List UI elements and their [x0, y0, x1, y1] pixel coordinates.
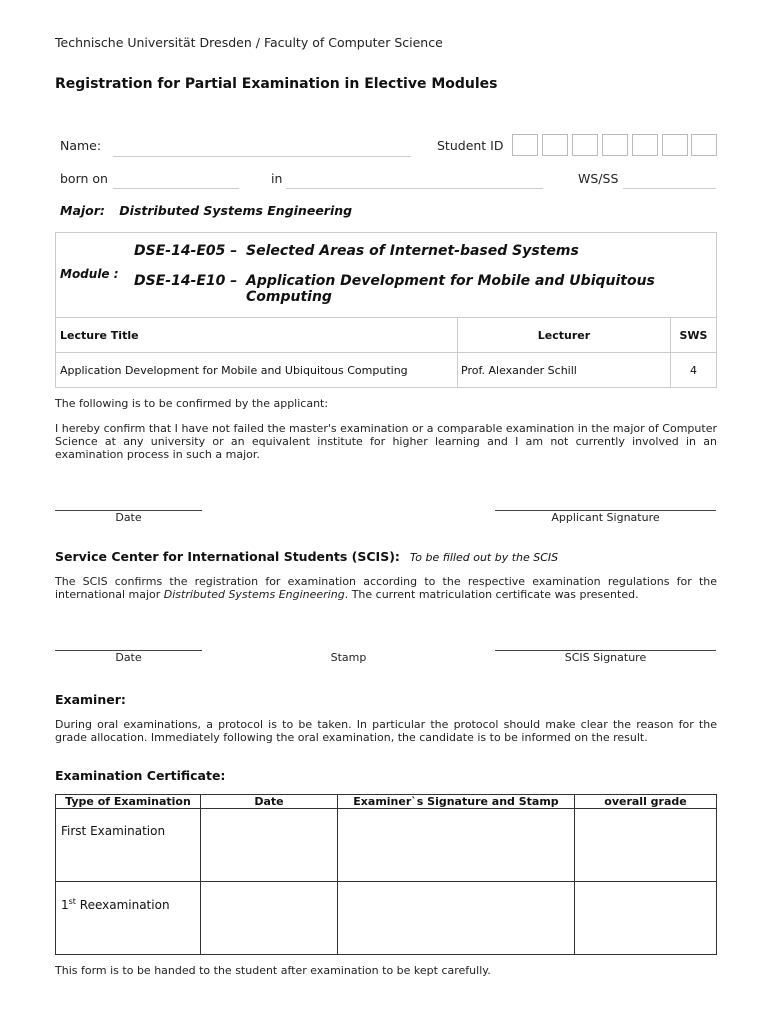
reexam-signature-cell[interactable]	[338, 882, 575, 955]
module-code: DSE-14-E05 –	[134, 243, 238, 259]
lecturer-cell: Prof. Alexander Schill	[458, 353, 671, 388]
first-exam-signature-cell[interactable]	[338, 809, 575, 882]
university-header: Technische Universität Dresden / Faculty of Computer Science	[55, 35, 443, 50]
applicant-signature-label: Applicant Signature	[551, 511, 660, 524]
student-id-label: Student ID	[437, 138, 504, 153]
column-header-lecturer: Lecturer	[458, 318, 671, 353]
lecture-title-cell: Application Development for Mobile and Ubiquitous Computing	[56, 353, 458, 388]
scis-text-major: Distributed Systems Engineering	[163, 588, 345, 601]
reexam-grade-cell[interactable]	[575, 882, 717, 955]
name-field[interactable]	[113, 156, 411, 157]
examiner-heading: Examiner:	[55, 692, 126, 707]
first-exam-date-cell[interactable]	[201, 809, 338, 882]
first-exam-grade-cell[interactable]	[575, 809, 717, 882]
applicant-intro: The following is to be confirmed by the applicant:	[55, 397, 329, 410]
major-label: Major:	[60, 203, 105, 218]
applicant-date-label: Date	[115, 511, 142, 524]
scis-heading-line	[55, 549, 558, 564]
column-header-grade: overall grade	[575, 795, 717, 809]
student-id-box[interactable]	[662, 134, 688, 156]
student-id-box[interactable]	[632, 134, 658, 156]
student-id-box[interactable]	[602, 134, 628, 156]
reexam-cell	[56, 882, 201, 955]
scis-heading: Service Center for International Students (SCIS):	[55, 549, 400, 564]
reexam-date-cell[interactable]	[201, 882, 338, 955]
column-header-examiner: Examiner`s Signature and Stamp	[338, 795, 575, 809]
born-on-label: born on	[60, 171, 108, 186]
birthplace-label: in	[271, 171, 283, 186]
column-header-sws: SWS	[671, 318, 717, 353]
column-header-date: Date	[201, 795, 338, 809]
birthplace-field[interactable]	[286, 188, 543, 189]
scis-text-end: . The current matriculation certificate was presented.	[344, 588, 639, 601]
reexam-ordinal: st	[68, 897, 76, 906]
page-title: Registration for Partial Examination in Elective Modules	[55, 76, 498, 92]
student-id-box[interactable]	[512, 134, 538, 156]
semester-label: WS/SS	[578, 171, 619, 186]
student-id-box[interactable]	[691, 134, 717, 156]
scis-signature-label: SCIS Signature	[564, 651, 647, 664]
first-exam-label: First Examination	[61, 824, 166, 838]
scis-note: To be filled out by the SCIS	[409, 551, 559, 564]
module-line-2	[134, 273, 704, 305]
reexam-label	[57, 883, 199, 912]
module-label: Module :	[60, 267, 119, 281]
sws-cell: 4	[671, 353, 717, 388]
scis-text-start: The SCIS confirms the registration for examination according to the respective examination regulations for the international major	[55, 575, 717, 601]
certificate-table	[55, 794, 717, 955]
reexam-text: Reexamination	[75, 898, 170, 912]
reexam-number: 1	[61, 898, 69, 912]
stamp-label: Stamp	[330, 651, 367, 664]
semester-field[interactable]	[623, 188, 716, 189]
examiner-text: During oral examinations, a protocol is to be taken. In particular the protocol should make clear the reason for the grade allocation. Immediately following the oral examination, the candidate is to be informed on the result.	[55, 718, 717, 744]
module-name: Application Development for Mobile and Ubiquitous Computing	[246, 273, 655, 305]
name-label: Name:	[60, 138, 102, 153]
scis-text	[55, 575, 717, 601]
scis-date-label: Date	[115, 651, 142, 664]
module-name: Selected Areas of Internet-based Systems	[246, 243, 579, 259]
major-value: Distributed Systems Engineering	[119, 203, 353, 218]
module-header-cell	[56, 233, 717, 318]
column-header-lecture-title: Lecture Title	[56, 318, 458, 353]
student-id-box[interactable]	[542, 134, 568, 156]
student-id-box[interactable]	[572, 134, 598, 156]
applicant-statement: I hereby confirm that I have not failed the master's examination or a comparable examination in the major of Computer Science at any university or an equivalent institute for higher learning and I am not currently involved in an examination process in such a major.	[55, 422, 717, 461]
birth-date-field[interactable]	[113, 188, 239, 189]
module-line-1	[134, 243, 579, 259]
first-exam-cell	[56, 809, 201, 882]
certificate-heading: Examination Certificate:	[55, 768, 226, 783]
footer-note: This form is to be handed to the student after examination to be kept carefully.	[55, 964, 491, 977]
module-table	[55, 232, 717, 388]
column-header-type: Type of Examination	[56, 795, 201, 809]
module-code: DSE-14-E10 –	[134, 273, 238, 289]
major-line	[60, 203, 362, 218]
